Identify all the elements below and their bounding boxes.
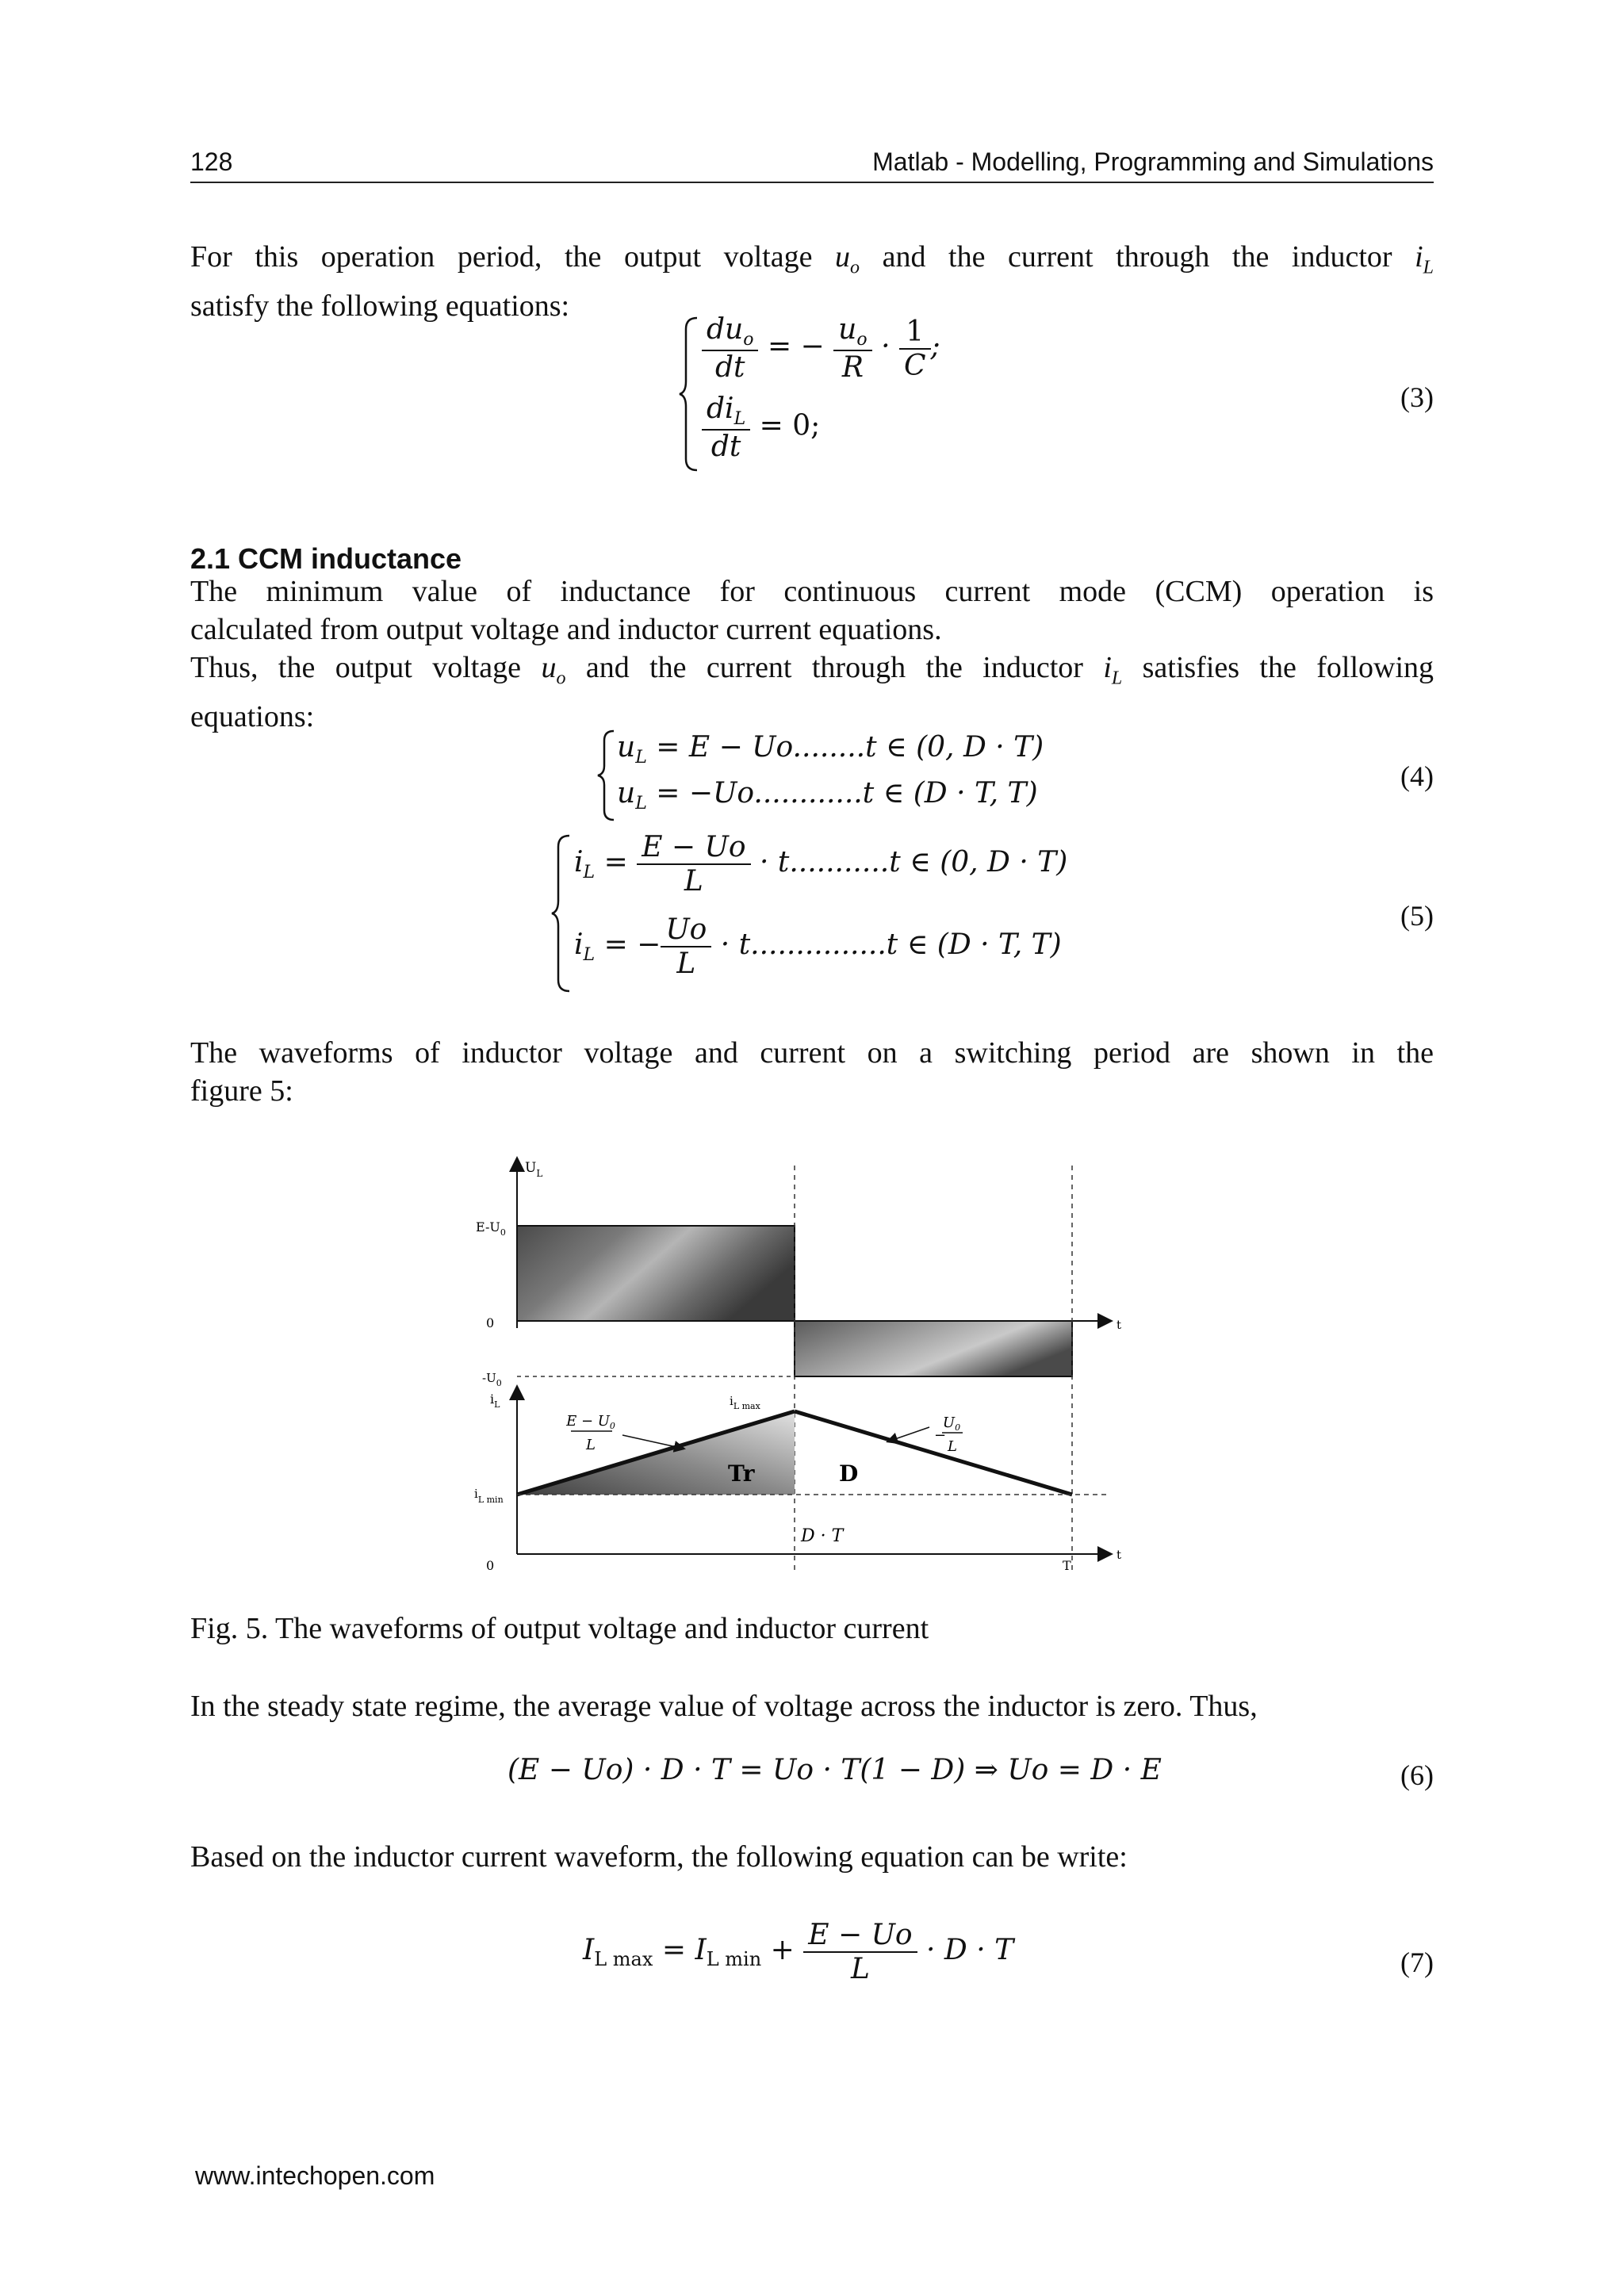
equation-4-number: (4) (1400, 760, 1434, 792)
eq3-row-2: $\frac{di_L}{dt}$ = 0; (702, 392, 820, 463)
minus-u0-label: $-U_0$ (482, 1371, 502, 1388)
equation-6: (E − Uo) · D · T = Uo · T(1 − D) ⇒ Uo = D · E (508, 1754, 1162, 1786)
section-p2-line-2: equations: (190, 699, 315, 733)
intro-paragraph (190, 238, 1434, 325)
waveform-paragraph (190, 1034, 1434, 1110)
eq3-row-1: $\frac{du_o}{dt}$ = − $\frac{u_o}{R}$ · $\frac{1}{C}$ ; (702, 313, 940, 384)
rise-slope-denominator: L (586, 1437, 596, 1453)
il-falling-line (795, 1411, 1072, 1495)
ul-negative-block (795, 1321, 1072, 1376)
zero-top-label: 0 (486, 1315, 495, 1330)
eq4-brace (596, 729, 617, 821)
equation-7: $I_{L max} = I_{L min}$ + $\frac{E - Uo}{L}$ · D · T (583, 1919, 1014, 1985)
eq5-row-2: $i_L$ = − $\frac{Uo}{L}$ · t...............t ∈ (D · T, T) (574, 913, 1062, 980)
t-axis-top-label: t (1116, 1318, 1122, 1332)
section-p1-line-1: The minimum value of inductance for continuous current mode (CCM) operation is (190, 575, 1434, 608)
dt-label: D · T (801, 1526, 844, 1546)
il-axis-label: $i_L$ (490, 1391, 500, 1410)
header-rule (190, 182, 1434, 183)
eq4-row-1: $u_L = E - Uo........t$ ∈ (0, D · T) (617, 731, 1044, 768)
intro-line-2: satisfy the following equations: (190, 289, 570, 323)
page-number: 128 (190, 147, 233, 176)
eq5-brace (550, 834, 574, 993)
tr-region-label: Tr (728, 1460, 755, 1487)
section-p1-line-2: calculated from output voltage and inductor current equations. (190, 613, 942, 646)
section-paragraph (190, 572, 1434, 736)
il-min-label: $i_{L min}$ (474, 1487, 504, 1505)
eq5-row-1: $i_L$ = $\frac{E - Uo}{L}$ · t...........t ∈ (0, D · T) (574, 831, 1068, 898)
waveform-line-2: figure 5: (190, 1074, 293, 1108)
e-minus-u0-label: $E-U_0$ (476, 1219, 506, 1238)
section-p2-line-1: Thus, the output voltage $u_o$ and the current through the inductor $i_L$ satisfies the following (190, 651, 1434, 689)
eq3-brace (678, 316, 702, 472)
steady-state-text: In the steady state regime, the average value of voltage across the inductor is zero. Thus, (190, 1690, 1258, 1723)
ul-axis-label: $U_L$ (525, 1160, 543, 1179)
fall-slope-minus: − (934, 1427, 947, 1444)
t-axis-bottom-label: t (1116, 1548, 1122, 1562)
d-region-label: D (839, 1460, 859, 1487)
figure-caption: Fig. 5. The waveforms of output voltage and inductor current (190, 1612, 929, 1645)
rise-slope-arrow (622, 1435, 684, 1449)
equation-3-number: (3) (1400, 381, 1434, 413)
period-t-label: T (1063, 1558, 1071, 1573)
equation-7-number: (7) (1400, 1947, 1434, 1978)
equation-6-number: (6) (1400, 1759, 1434, 1791)
eq4-row-2: $u_L = -Uo............t$ ∈ (D · T, T) (617, 777, 1038, 814)
il-max-label: $i_{L max}$ (730, 1394, 760, 1411)
intro-line-1: For this operation period, the output voltage $u_o$ and the current through the inductor $i_L$ (190, 240, 1434, 278)
based-on-text: Based on the inductor current waveform, the following equation can be write: (190, 1840, 1128, 1874)
waveform-line-1: The waveforms of inductor voltage and current on a switching period are shown in the (190, 1036, 1434, 1070)
fall-slope-numerator: $U_0$ (942, 1414, 961, 1433)
fall-slope-arrow (888, 1427, 929, 1441)
zero-bottom-label: 0 (486, 1558, 495, 1573)
figure-5-waveforms (460, 1150, 1174, 1594)
equation-5-number: (5) (1400, 900, 1434, 932)
rise-slope-numerator: $E - U_0$ (566, 1413, 615, 1431)
section-heading: 2.1 CCM inductance (190, 542, 462, 575)
fall-slope-denominator: L (948, 1438, 957, 1455)
running-title: Matlab - Modelling, Programming and Simulations (872, 147, 1434, 176)
footer-url: www.intechopen.com (195, 2161, 435, 2190)
ul-positive-block (517, 1226, 795, 1321)
